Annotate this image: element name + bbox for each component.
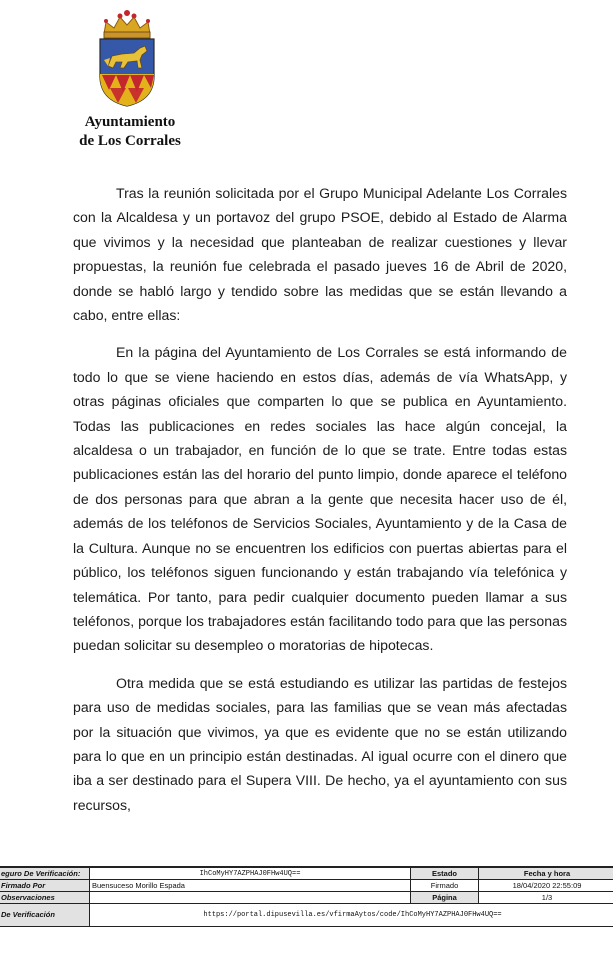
- label-signed-by: Firmado Por: [0, 880, 90, 892]
- header-datetime: Fecha y hora: [479, 867, 613, 880]
- verification-code: IhCoMyHY7AZPHAJ0FHw4UQ==: [90, 867, 411, 880]
- label-verification-code: eguro De Verificación:: [0, 867, 90, 880]
- verification-table: [0, 866, 613, 927]
- letter-body: [73, 181, 567, 817]
- coat-of-arms-icon: [92, 8, 162, 108]
- org-line-2: de Los Corrales: [79, 133, 181, 149]
- paragraph: Otra medida que se está estudiando es utilizar las partidas de festejos para uso de medidas sociales, para las familias que se vean más afectadas por la situación que vivimos, ya que es evidente que no se están utilizando para lo que en un principio están destinadas. Al igual ocurre con el dinero que iba a ser destinado para el Supera VIII. De hecho, ya el ayuntamiento con sus recursos,: [73, 674, 567, 813]
- paragraph: En la página del Ayuntamiento de Los Corrales se está informando de todo lo que se viene haciendo en estos días, además de vía WhatsApp, y otras páginas oficiales que comparten lo que se publica en Ayuntamiento. Todas las publicaciones en redes sociales las hace algún concejal, la alcaldesa o un trabajador, en función de lo que se trate. Entre todas estas publicaciones están las del horario del punto limpio, donde aparece el teléfono de dos personas para que abran a la gente que necesita hacer uso de él, además de los teléfonos de Servicios Sociales, Ayuntamiento y de la Casa de la Cultura. Aunque no se encuentren los edificios con puertas abiertas para el público, los teléfonos siguen funcionando y están trabajando vía telefónica y telemática. Por tanto, para pedir cualquier documento pueden llamar a sus teléfonos, porque los trabajadores están facilitando todo para que las personas puedan solicitar su desempleo o moratorias de hipotecas.: [73, 344, 567, 654]
- page-number: 1/3: [479, 892, 613, 904]
- signature-datetime: 18/04/2020 22:55:09: [479, 880, 613, 892]
- signature-status: Firmado: [411, 880, 479, 892]
- verification-url[interactable]: https://portal.dipusevilla.es/vfirmaAytos/code/IhCoMyHY7AZPHAJ0FHw4UQ==: [90, 904, 613, 927]
- org-line-1: Ayuntamiento: [84, 114, 176, 130]
- label-verification-url: De Verificación: [0, 904, 90, 927]
- label-observations: Observaciones: [0, 892, 90, 904]
- header-page: Página: [411, 892, 479, 904]
- signer-name: Buensuceso Morillo Espada: [90, 880, 411, 892]
- paragraph: Tras la reunión solicitada por el Grupo Municipal Adelante Los Corrales con la Alcaldesa y un portavoz del grupo PSOE, debido al Estado de Alarma que vivimos y la necesidad que planteaban de realizar cuestiones y llevar propuestas, la reunión fue celebrada el pasado jueves 16 de Abril de 2020, donde se habló largo y tendido sobre las medidas que se están llevando a cabo, entre ellas:: [73, 185, 567, 324]
- observations-value: [90, 892, 411, 904]
- organization-name: [60, 113, 200, 151]
- header-status: Estado: [411, 867, 479, 880]
